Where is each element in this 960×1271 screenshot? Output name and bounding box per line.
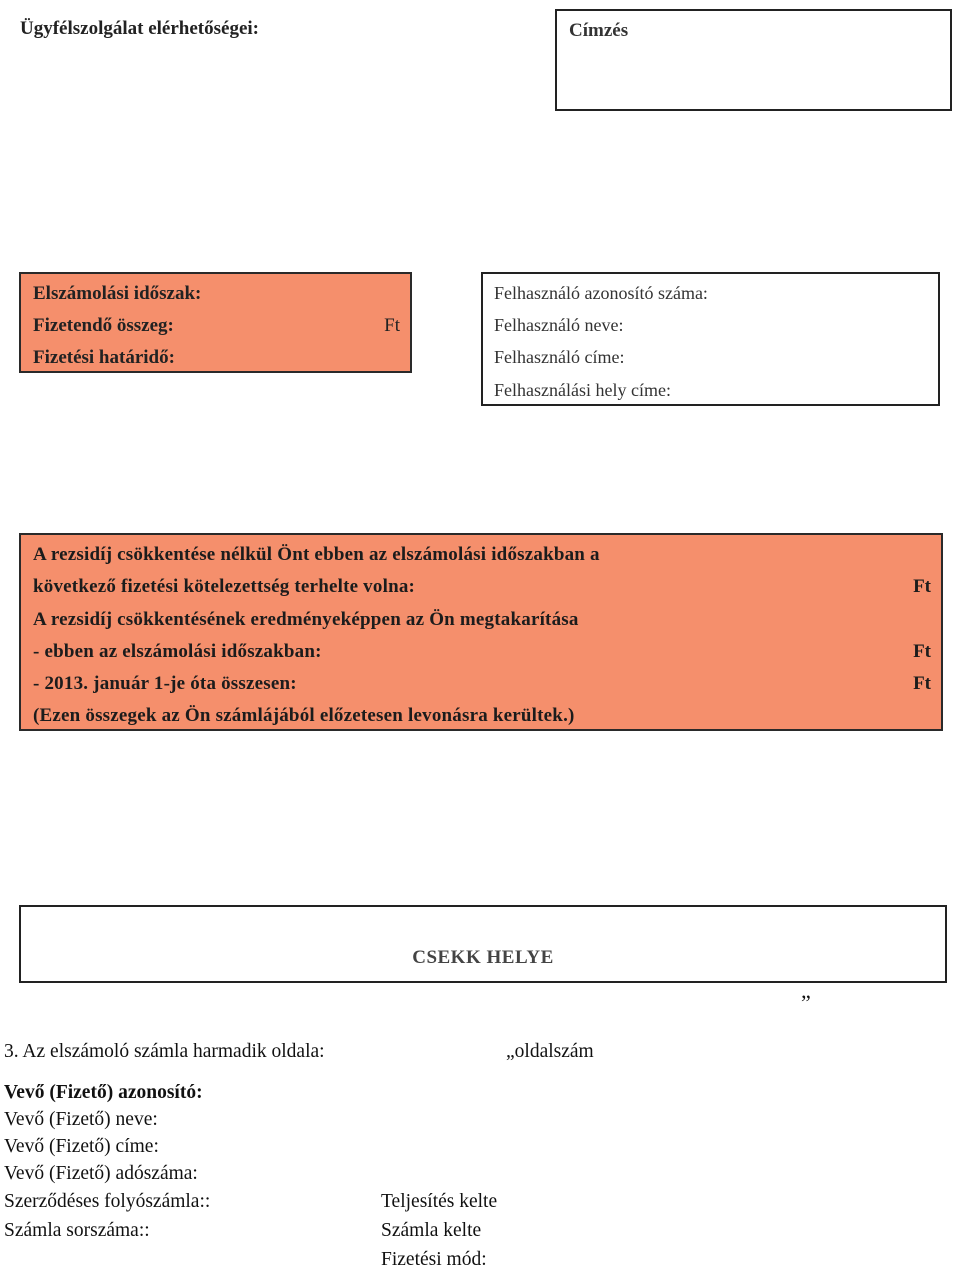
savings-line-1: A rezsidíj csökkentése nélkül Önt ebben az elszámolási időszakban a — [33, 544, 600, 565]
savings-line-5: - 2013. január 1-je óta összesen: — [33, 673, 297, 694]
buyer-tax-number-label: Vevő (Fizető) adószáma: — [4, 1163, 198, 1184]
billing-period-label: Elszámolási időszak: — [33, 283, 202, 304]
page-number-label: „oldalszám — [506, 1041, 594, 1062]
payment-method-label: Fizetési mód: — [381, 1249, 487, 1270]
invoice-number-label: Számla sorszáma:: — [4, 1220, 150, 1241]
amount-due-unit: Ft — [384, 315, 400, 336]
buyer-id-label: Vevő (Fizető) azonosító: — [4, 1082, 203, 1103]
savings-line-2: következő fizetési kötelezettség terhelte volna: — [33, 576, 416, 597]
closing-quote-mark: ” — [801, 990, 811, 1015]
user-info-box — [481, 272, 940, 406]
page-three-title: 3. Az elszámoló számla harmadik oldala: — [4, 1041, 325, 1062]
savings-line-2-unit: Ft — [913, 576, 931, 597]
amount-due-label: Fizetendő összeg: — [33, 315, 174, 336]
savings-line-5-unit: Ft — [913, 673, 931, 694]
addressee-label: Címzés — [569, 20, 629, 41]
user-id-label: Felhasználó azonosító száma: — [494, 283, 708, 303]
savings-line-6: (Ezen összegek az Ön számlájából előzetesen levonásra kerültek.) — [33, 705, 575, 726]
savings-line-3: A rezsidíj csökkentésének eredményeképpen az Ön megtakarítása — [33, 609, 579, 630]
payment-deadline-label: Fizetési határidő: — [33, 347, 175, 368]
cheque-placeholder-box — [19, 905, 947, 983]
cheque-placeholder-label: CSEKK HELYE — [412, 947, 554, 968]
savings-line-4-unit: Ft — [913, 641, 931, 662]
customer-service-heading: Ügyfélszolgálat elérhetőségei: — [20, 18, 259, 39]
addressee-box — [555, 9, 952, 111]
billing-summary-box — [19, 272, 412, 373]
utility-savings-box — [19, 533, 943, 731]
user-address-label: Felhasználó címe: — [494, 347, 625, 367]
contract-account-label: Szerződéses folyószámla:: — [4, 1191, 211, 1212]
savings-line-4: - ebben az elszámolási időszakban: — [33, 641, 322, 662]
buyer-name-label: Vevő (Fizető) neve: — [4, 1109, 158, 1130]
fulfillment-date-label: Teljesítés kelte — [381, 1191, 498, 1212]
buyer-address-label: Vevő (Fizető) címe: — [4, 1136, 159, 1157]
invoice-date-label: Számla kelte — [381, 1220, 482, 1241]
usage-site-address-label: Felhasználási hely címe: — [494, 380, 671, 400]
user-name-label: Felhasználó neve: — [494, 315, 624, 335]
